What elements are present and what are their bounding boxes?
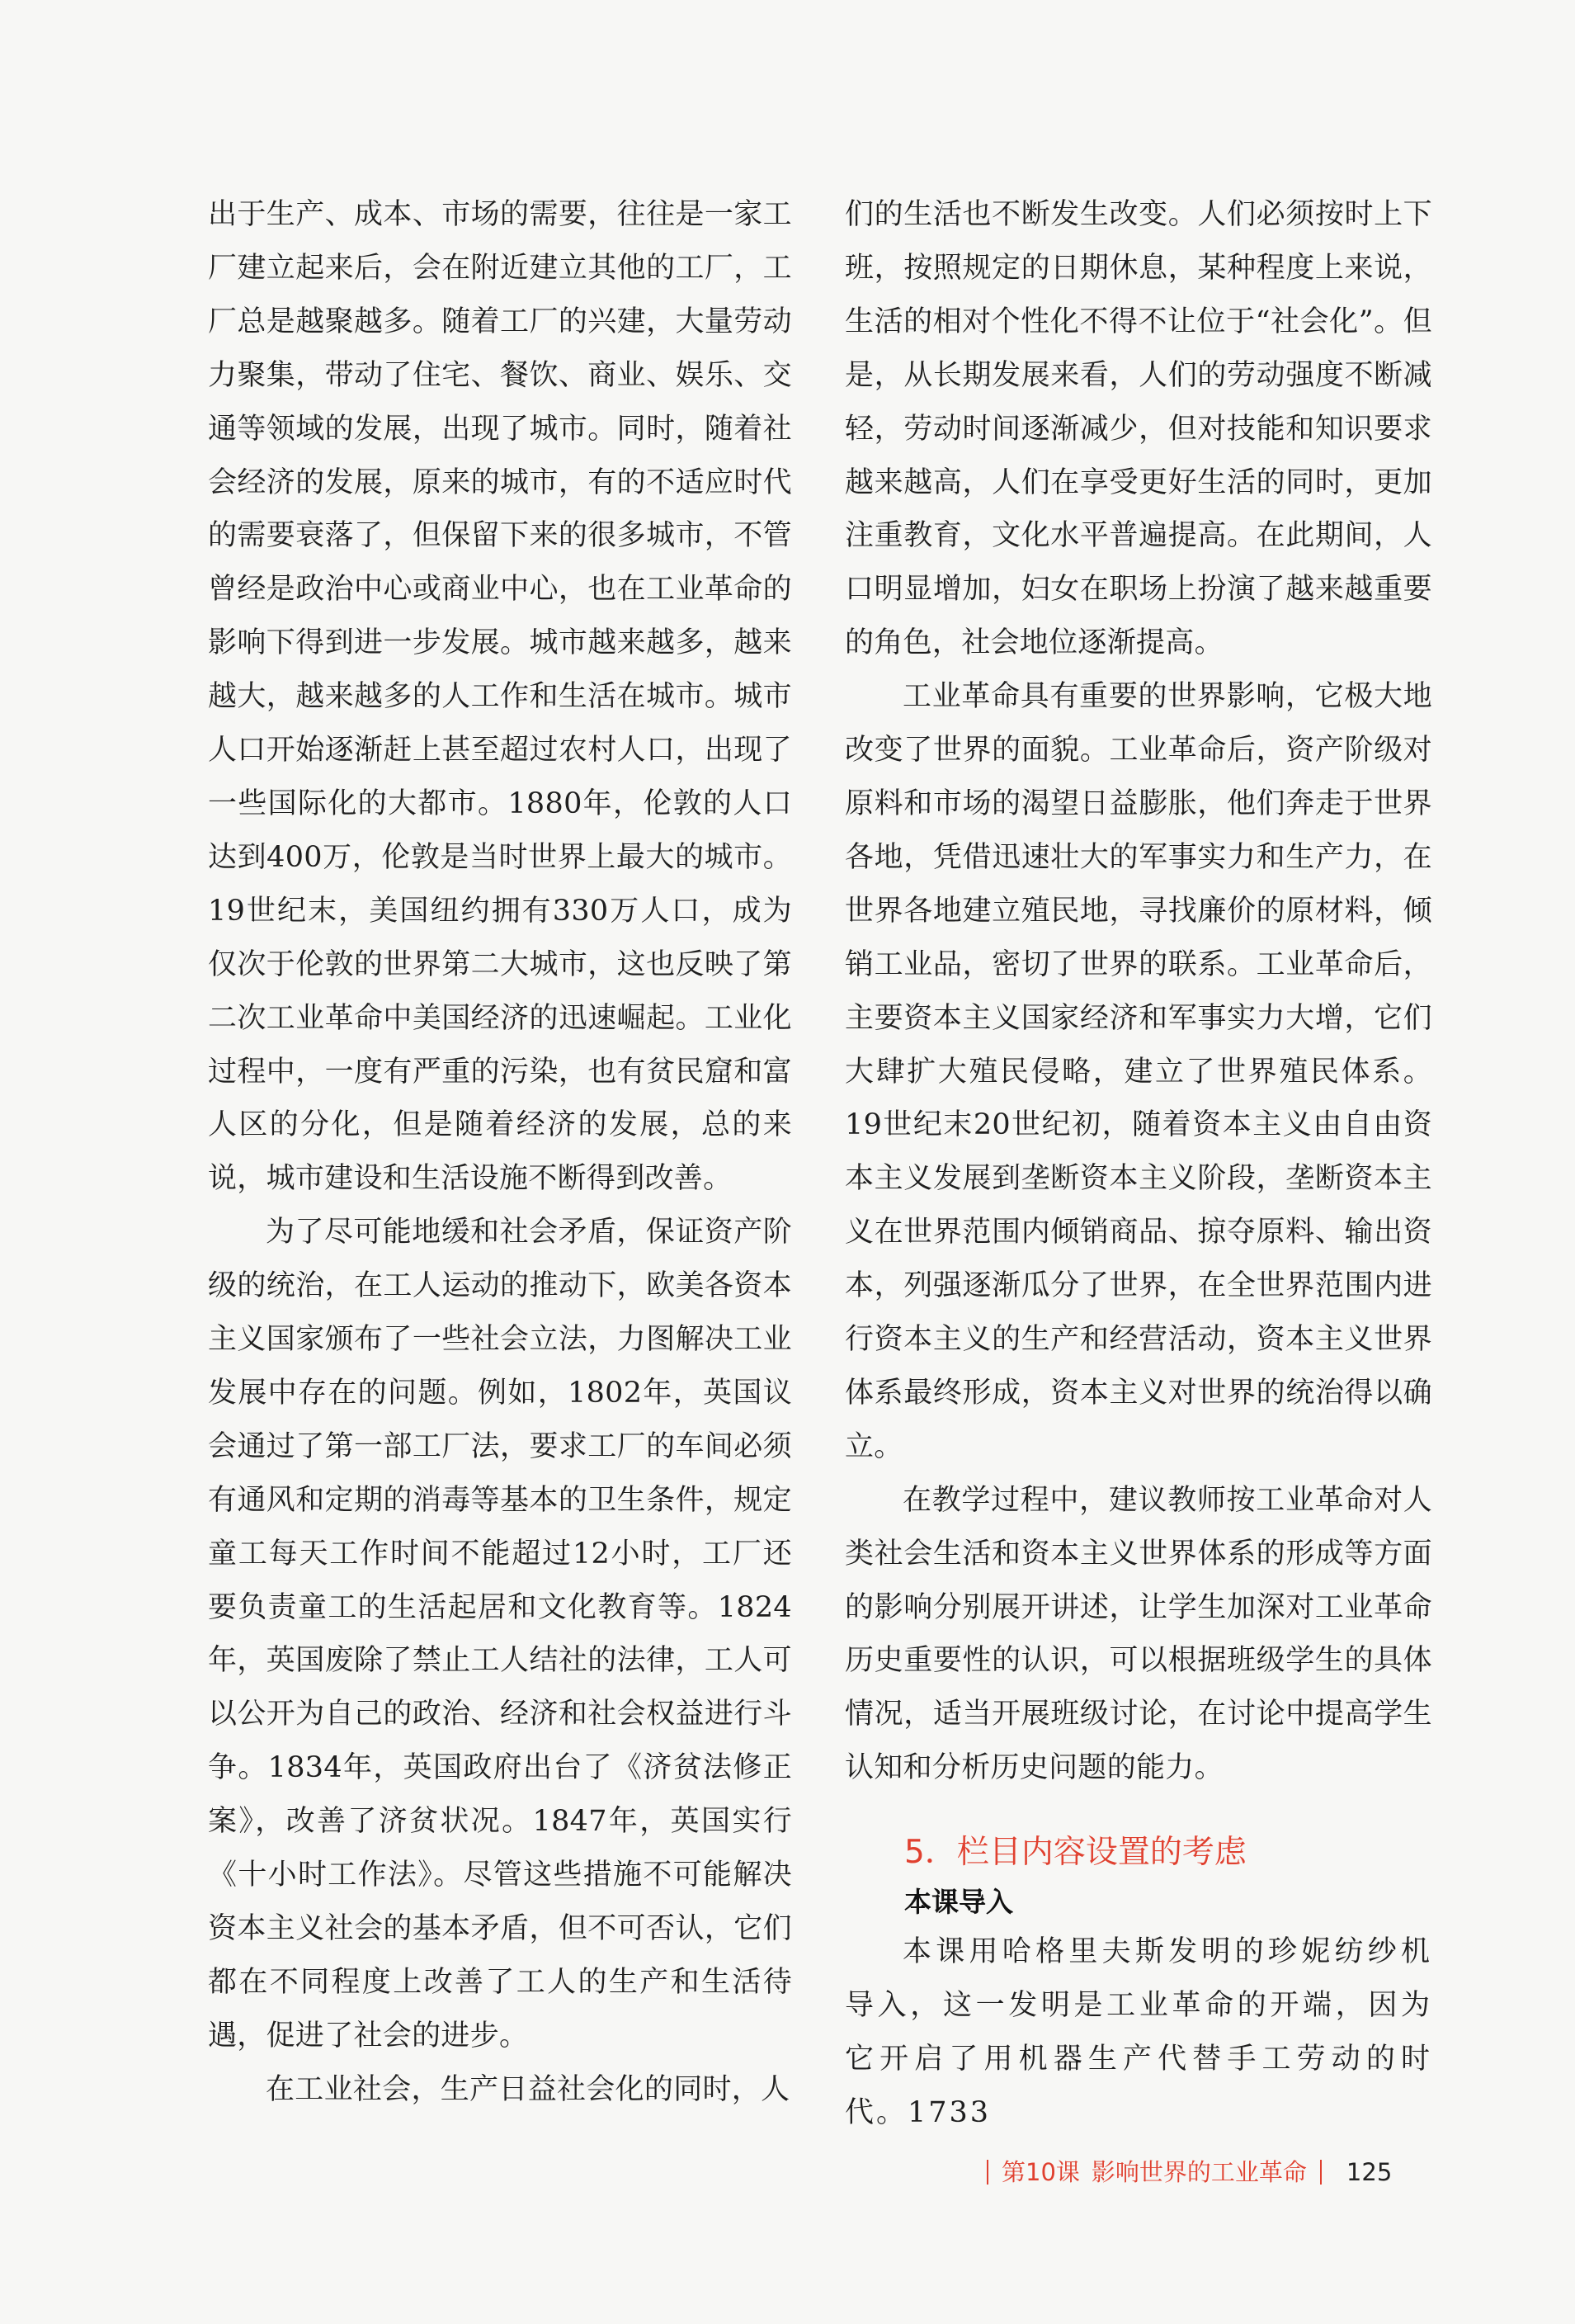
footer-divider: [987, 2160, 988, 2185]
paragraph-cities: 出于生产、成本、市场的需要，往往是一家工厂建立起来后，会在附近建立其他的工厂，工厂总是越聚越多。随着工厂的兴建，大量劳动力聚集，带动了住宅、餐饮、商业、娱乐、交通等领域的发展，出现了城市。同时，随着社会经济的发展，原来的城市，有的不适应时代的需要衰落了，但保留下来的很多城市，不管曾经是政治中心或商业中心，也在工业革命的影响下得到进一步发展。城市越来越多，越来越大，越来越多的人工作和生活在城市。城市人口开始逐渐赶上甚至超过农村人口，出现了一些国际化的大都市。1880年，伦敦的人口达到400万，伦敦是当时世界上最大的城市。19世纪末，美国纽约拥有330万人口，成为仅次于伦敦的世界第二大城市，这也反映了第二次工业革命中美国经济的迅速崛起。工业化过程中，一度有严重的污染，也有贫民窟和富人区的分化，但是随着经济的发展，总的来说，城市建设和生活设施不断得到改善。: [208, 198, 792, 1196]
left-column: [208, 188, 792, 2117]
page-footer: [987, 2156, 1392, 2189]
section-heading: 5．栏目内容设置的考虑: [904, 1834, 1247, 1872]
paragraph-world-influence: 工业革命具有重要的世界影响，它极大地改变了世界的面貌。工业革命后，资产阶级对原料和市场的渴望日益膨胀，他们奔走于世界各地，凭借迅速壮大的军事实力和生产力，在世界各地建立殖民地，寻找廉价的原材料，倾销工业品，密切了世界的联系。工业革命后，主要资本主义国家经济和军事实力大增，它们大肆扩大殖民侵略，建立了世界殖民体系。19世纪末20世纪初，随着资本主义由自由资本主义发展到垄断资本主义阶段，垄断资本主义在世界范围内倾销商品、掠夺原料、输出资本，列强逐渐瓜分了世界，在全世界范围内进行资本主义的生产和经营活动，资本主义世界体系最终形成，资本主义对世界的统治得以确立。: [845, 680, 1432, 1463]
sub-heading: 本课导入: [904, 1886, 1013, 1919]
page-number: 125: [1346, 2158, 1393, 2186]
paragraph-social-legislation: 为了尽可能地缓和社会矛盾，保证资产阶级的统治，在工人运动的推动下，欧美各资本主义国家颁布了一些社会立法，力图解决工业发展中存在的问题。例如，1802年，英国议会通过了第一部工厂法，要求工厂的车间必须有通风和定期的消毒等基本的卫生条件，规定童工每天工作时间不能超过12小时，工厂还要负责童工的生活起居和文化教育等。1824年，英国废除了禁止工人结社的法律，工人可以公开为自己的政治、经济和社会权益进行斗争。1834年，英国政府出台了《济贫法修正案》，改善了济贫状况。1847年，英国实行《十小时工作法》。尽管这些措施不可能解决资本主义社会的基本矛盾，但不可否认，它们都在不同程度上改善了工人的生产和生活待遇，促进了社会的进步。: [208, 1216, 792, 2052]
footer-divider: [1320, 2160, 1322, 2185]
paragraph-industrial-society: 在工业社会，生产日益社会化的同时，人: [266, 2072, 790, 2106]
paragraph-life-changes: 们的生活也不断发生改变。人们必须按时上下班，按照规定的日期休息，某种程度上来说，生活的相对个性化不得不让位于“社会化”。但是，从长期发展来看，人们的劳动强度不断减轻，劳动时间逐渐减少，但对技能和知识要求越来越高，人们在享受更好生活的同时，更加注重教育，文化水平普遍提高。在此期间，人口明显增加，妇女在职场上扮演了越来越重要的角色，社会地位逐渐提高。: [845, 198, 1432, 660]
paragraph-lesson-intro: 本课用哈格里夫斯发明的珍妮纺纱机导入，这一发明是工业革命的开端，因为它开启了用机器生产代替手工劳动的时代。1733: [845, 1935, 1432, 2129]
right-column: [845, 188, 1432, 2140]
footer-lesson: 第10课: [1002, 2158, 1080, 2186]
footer-lesson-title: 影响世界的工业革命: [1091, 2158, 1307, 2186]
paragraph-teaching-advice: 在教学过程中，建议教师按工业革命对人类社会生活和资本主义世界体系的形成等方面的影响分别展开讲述，让学生加深对工业革命历史重要性的认识，可以根据班级学生的具体情况，适当开展班级讨论，在讨论中提高学生认知和分析历史问题的能力。: [845, 1483, 1432, 1785]
